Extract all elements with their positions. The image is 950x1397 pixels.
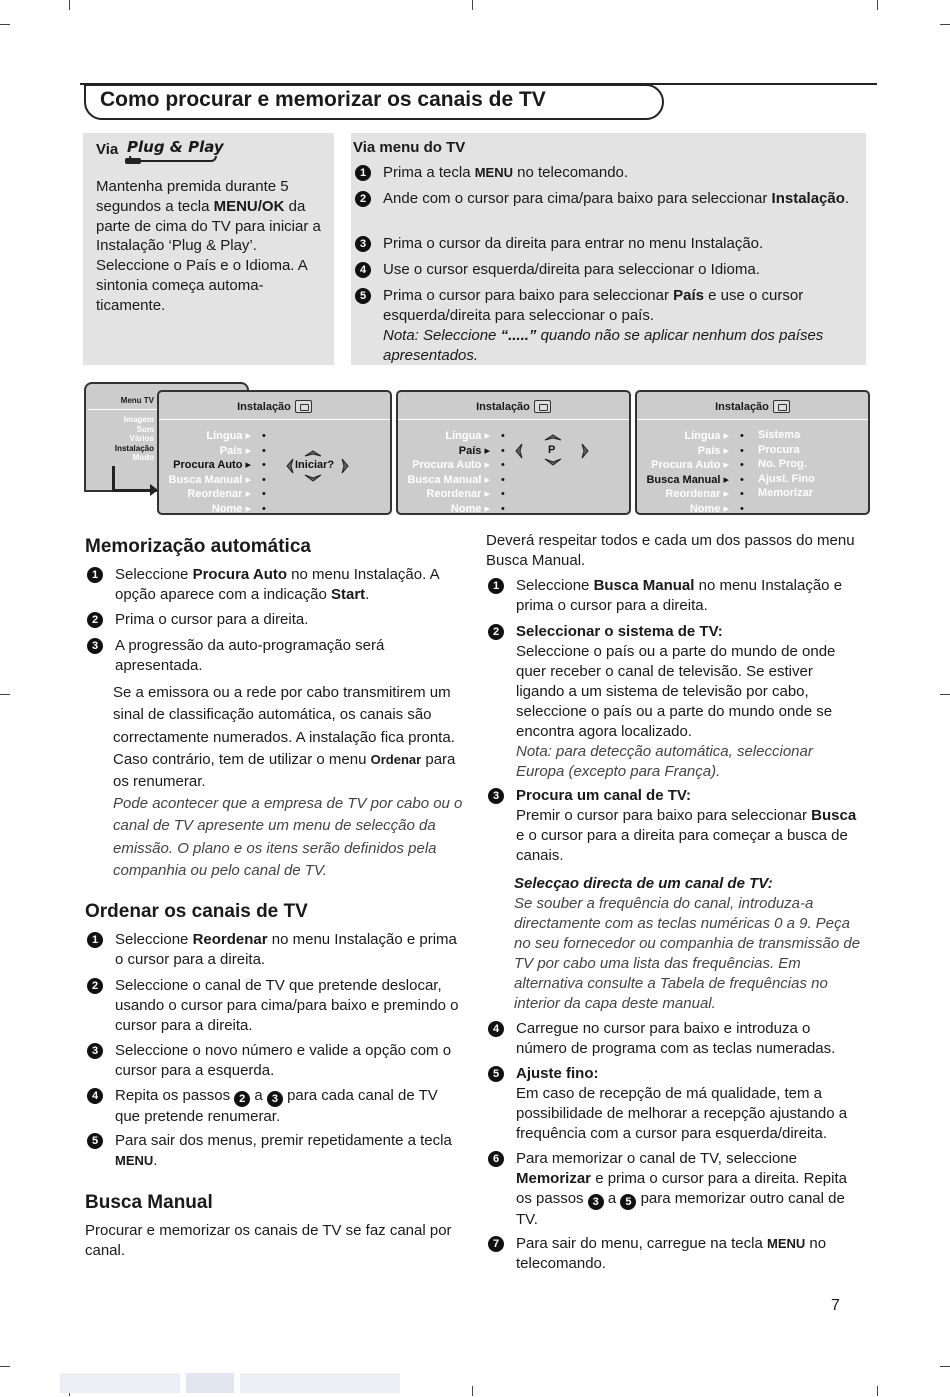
menu-tv-item: Modo (132, 453, 154, 462)
busca-heading: Busca Manual (85, 1192, 213, 1213)
ordenar-heading: Ordenar os canais de TV (85, 901, 308, 922)
start-prompt: Iniciar? (295, 459, 335, 471)
busca-step-5: 5 Ajuste fino: Em caso de recepção de má qualidade, tem a possibilidade de melhorar a recepção ajustando a frequência com a cursor para esquerda/direita. (488, 1064, 863, 1144)
plug-icon (125, 158, 141, 164)
via-menu-step-5: 5 Prima o cursor para baixo para seleccionar País e use o cursor esquerda/direita para seleccionar o país. Nota: Seleccione “.....” quando não se aplicar nenhum dos países apresentados. (355, 286, 855, 366)
page-number: 7 (831, 1297, 840, 1314)
install-panel-2 (396, 390, 631, 515)
panel-dots: • • • • • • (262, 430, 266, 515)
install-panel-1 (157, 390, 392, 515)
ordenar-step-4: 4 Repita os passos 2 a 3 para cada canal de TV que pretende renumerar. (87, 1086, 462, 1127)
page-title: Como procurar e memorizar os canais de TV (100, 88, 546, 111)
pp-via-label: Via (96, 141, 119, 158)
busca-step-7: 7 Para sair do menu, carregue na tecla MENU no telecomando. (488, 1234, 863, 1274)
panel-rows: Língua ▸ País ▸ Procura Auto ▸ Busca Manual ▸ Reordenar ▸ Nome ▸ (168, 430, 251, 515)
cursor-right-icon (580, 443, 590, 459)
memorizacao-step-1: 1 Seleccione Procura Auto no menu Instalação. A opção aparece com a indicação Start. (87, 565, 462, 605)
ordenar-step-2: 2 Seleccione o canal de TV que pretende deslocar, usando o cursor para cima/para baixo e premindo o cursor para a direita. (87, 976, 462, 1036)
menu-tv-item: Vários (129, 434, 154, 443)
cursor-left-icon (285, 458, 295, 474)
cursor-up-down-icon (302, 448, 324, 484)
panel-title: Instalação (237, 401, 291, 413)
cursor-right-icon (340, 458, 350, 474)
panel-rows: Língua ▸ País ▸ Procura Auto ▸ Busca Manual ▸ Reordenar ▸ Nome ▸ (646, 430, 729, 515)
busca-step-6: 6 Para memorizar o canal de TV, seleccione Memorizar e prima o cursor para a direita. Repita os passos 3 a 5 para memorizar outro canal de TV. (488, 1149, 863, 1230)
panel-rows: Língua ▸ País ▸ Procura Auto ▸ Busca Manual ▸ Reordenar ▸ Nome ▸ (407, 430, 490, 515)
panel-dots: • • • • • • (740, 430, 744, 515)
cursor-up-down-icon (542, 432, 564, 468)
panel-title: Instalação (715, 401, 769, 413)
panel-dots: • • • • • • (501, 430, 505, 515)
memorizacao-note: Pode acontecer que a empresa de TV por cabo ou o canal de TV apresente um menu de selecção da emissão. O plano e os itens serão definidos pela companhia ou pelo canal de TV. (113, 795, 463, 879)
tv-menu-icon (295, 400, 312, 413)
cursor-left-icon (514, 443, 524, 459)
tv-menu-icon (534, 400, 551, 413)
via-menu-step-3: 3 Prima o cursor da direita para entrar no menu Instalação. (355, 234, 855, 254)
ordenar-step-5: 5 Para sair dos menus, premir repetidamente a tecla MENU. (87, 1131, 462, 1171)
panel-title: Instalação (476, 401, 530, 413)
ordenar-step-3: 3 Seleccione o novo número e valide a opção com o cursor para a esquerda. (87, 1041, 462, 1081)
busca-step-1: 1 Seleccione Busca Manual no menu Instalação e prima o cursor para a direita. (488, 576, 863, 616)
pp-body: Mantenha premida durante 5 segundos a tecla MENU/OK da parte de cima do TV para iniciar a Instalação ‘Plug & Play’. Seleccione o País e o Idioma. A sintonia começa automa-ticamente. (96, 178, 321, 314)
busca-step-3: 3 Procura um canal de TV: Premir o cursor para baixo para seleccionar Busca e o cursor para a direita para começar a busca de canais. (488, 786, 863, 866)
menu-tv-item: Som (136, 424, 154, 434)
menu-tv-item: Imagem (123, 415, 154, 424)
menu-tv-items (90, 415, 154, 463)
right-intro: Deverá respeitar todos e cada um dos passos do menu Busca Manual. (486, 532, 855, 569)
install-panel-3 (635, 390, 870, 515)
panel-options: Sistema Procura No. Prog. Ajust. Fino Memorizar (758, 429, 815, 499)
program-label: P (548, 444, 556, 456)
tv-menu-icon (773, 400, 790, 413)
menu-tv-header: Menu TV (120, 396, 154, 405)
via-menu-heading: Via menu do TV (353, 139, 466, 156)
menu-tv-item-selected: Instalação (114, 443, 154, 453)
memorizacao-step-3: 3 A progressão da auto-programação será apresentada. (87, 636, 462, 676)
memorizacao-step-2: 2 Prima o cursor para a direita. (87, 610, 462, 630)
via-menu-step-1: 1 Prima a tecla MENU no telecomando. (355, 163, 855, 183)
via-menu-step-2: 2 Ande com o cursor para cima/para baixo para seleccionar Instalação. (355, 189, 855, 209)
memorizacao-para: Se a emissora ou a rede por cabo transmitirem um sinal de classificação automática, os canais são correctamente numerados. A instalação fica pronta. Caso contrário, tem de utilizar o menu Ordenar para os renumerar. (113, 684, 456, 791)
busca-step-2: 2 Seleccionar o sistema de TV: Seleccione o país ou a parte do mundo de onde quer receber o canal de televisão. Se estiver ligando a um sistema de televisão por cabo, seleccione o país ou a parte do mundo onde se encontra agora localizado. Nota: para detecção automática, seleccionar Europa (excepto para França). (488, 622, 863, 782)
busca-intro: Procurar e memorizar os canais de TV se faz canal por canal. (85, 1222, 452, 1259)
plug-and-play-logo (127, 138, 224, 166)
plug-and-play-logo-text: Plug & Play (127, 138, 224, 156)
busca-step-4: 4 Carregue no cursor para baixo e introduza o número de programa com as teclas numeradas. (488, 1019, 863, 1059)
memorizacao-heading: Memorização automática (85, 536, 311, 557)
ordenar-step-1: 1 Seleccione Reordenar no menu Instalação e prima o cursor para a direita. (87, 930, 462, 970)
direct-selection: Selecçao directa de um canal de TV: Se souber a frequência do canal, introduza-a directamente com as teclas numéricas 0 a 9. Peça no seu fornecedor ou companhia de transmissão de TV por cabo uma lista das frequências. Em alternativa consulte a Tabela de frequências no interior da capa deste manual. (514, 875, 861, 1012)
via-menu-step-4: 4 Use o cursor esquerda/direita para seleccionar o Idioma. (355, 260, 855, 280)
